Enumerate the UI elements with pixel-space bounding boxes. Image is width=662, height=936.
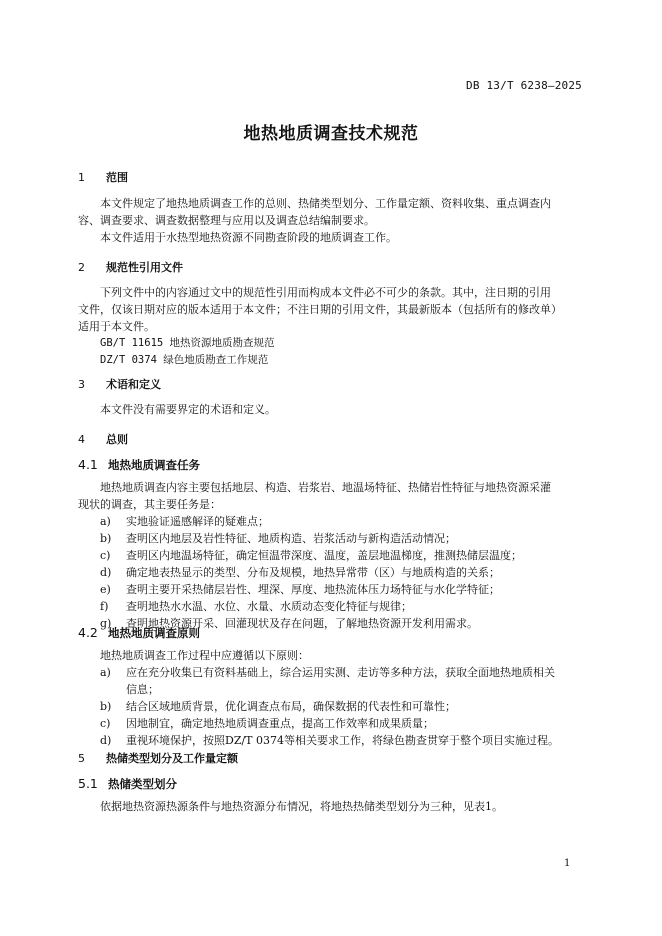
section-number: 1 xyxy=(78,171,85,184)
page-title: 地热地质调查技术规范 xyxy=(243,124,419,144)
list-text: 应在充分收集已有资料基础上，综合运用实测、走访等多种方法，获取全面地热地质相关 xyxy=(126,666,555,679)
document-code: DB 13/T 6238—2025 xyxy=(466,79,582,92)
list-item xyxy=(100,564,500,580)
subsection-heading-4-2 xyxy=(78,625,200,641)
list-label: c) xyxy=(100,549,111,562)
list-item xyxy=(100,664,555,680)
paragraph-line: 容、调查要求、调查数据整理与应用以及调查总结编制要求。 xyxy=(78,214,375,227)
list-text: 查明区内地温场特征，确定恒温带深度、温度，盖层地温梯度，推测热储层温度； xyxy=(126,549,522,562)
list-item xyxy=(100,698,456,714)
list-item xyxy=(100,513,269,529)
list-label: a) xyxy=(100,666,111,679)
subsection-title: 地热地质调查原则 xyxy=(108,626,200,640)
list-label: c) xyxy=(100,717,111,730)
paragraph-line: 适用于本文件。 xyxy=(78,320,155,333)
list-item xyxy=(100,530,456,546)
paragraph-line: 地热地质调查工作过程中应遵循以下原则： xyxy=(100,649,309,662)
list-item xyxy=(100,581,500,597)
section-title: 热储类型划分及工作量定额 xyxy=(106,752,238,765)
list-text: 因地制宜，确定地热地质调查重点，提高工作效率和成果质量； xyxy=(126,717,434,730)
paragraph-line: 本文件没有需要界定的术语和定义。 xyxy=(100,403,276,416)
section-title: 术语和定义 xyxy=(106,378,161,391)
section-title: 范围 xyxy=(106,171,128,184)
list-label: a) xyxy=(100,515,111,528)
section-number: 5 xyxy=(78,752,85,765)
section-heading-3 xyxy=(78,376,161,392)
paragraph-line: 地热地质调查内容主要包括地层、构造、岩浆岩、地温场特征、热储岩性特征与地热资源采灌 xyxy=(100,481,551,494)
section-number: 2 xyxy=(78,261,85,274)
section-heading-2 xyxy=(78,259,183,275)
list-item xyxy=(100,547,522,563)
subsection-heading-5-1 xyxy=(78,776,177,792)
subsection-number: 5.1 xyxy=(78,776,98,791)
subsection-title: 地热地质调查任务 xyxy=(108,458,200,472)
list-text: 实地验证遥感解译的疑难点； xyxy=(126,515,269,528)
section-number: 4 xyxy=(78,433,85,446)
list-label: g) xyxy=(100,617,112,630)
list-label: d) xyxy=(100,734,112,747)
section-heading-1 xyxy=(78,169,128,185)
list-text: 结合区域地质背景，优化调查点布局，确保数据的代表性和可靠性； xyxy=(126,700,456,713)
normative-reference: GB/T 11615 地热资源地质勘查规范 xyxy=(100,337,275,349)
section-title: 规范性引用文件 xyxy=(106,261,183,274)
list-item xyxy=(100,732,559,748)
list-label: f) xyxy=(100,600,109,613)
paragraph-line: 现状的调查，其主要任务是： xyxy=(78,498,221,511)
subsection-heading-4-1 xyxy=(78,457,200,473)
paragraph-line: 本文件适用于水热型地热资源不同勘查阶段的地质调查工作。 xyxy=(100,231,397,244)
subsection-number: 4.2 xyxy=(78,625,98,640)
section-heading-5 xyxy=(78,750,238,766)
paragraph-line: 文件，仅该日期对应的版本适用于本文件；不注日期的引用文件，其最新版本（包括所有的修改单） xyxy=(78,303,562,316)
subsection-title: 热储类型划分 xyxy=(108,777,177,791)
list-text: 重视环境保护，按照DZ/T 0374等相关要求工作，将绿色勘查贯穿于整个项目实施过程。 xyxy=(126,734,559,747)
list-item xyxy=(100,715,434,731)
paragraph-line: 本文件规定了地热地质调查工作的总则、热储类型划分、工作量定额、资料收集、重点调查内 xyxy=(100,197,551,210)
normative-reference: DZ/T 0374 绿色地质勘查工作规范 xyxy=(100,354,269,366)
list-label: e) xyxy=(100,583,111,596)
list-label: d) xyxy=(100,566,112,579)
section-heading-4 xyxy=(78,431,128,447)
list-text: 查明区内地层及岩性特征、地质构造、岩浆活动与新构造活动情况； xyxy=(126,532,456,545)
paragraph-line: 依据地热资源热源条件与地热资源分布情况，将地热热储类型划分为三种，见表1。 xyxy=(100,800,503,813)
list-text: 查明地热资源开采、回灌现状及存在问题，了解地热资源开发利用需求。 xyxy=(126,617,478,630)
list-label: b) xyxy=(100,532,112,545)
list-text: 查明主要开采热储层岩性、埋深、厚度、地热流体压力场特征与水化学特征； xyxy=(126,583,500,596)
list-item xyxy=(100,598,412,614)
list-label: b) xyxy=(100,700,112,713)
section-number: 3 xyxy=(78,378,85,391)
list-item-continuation: 信息； xyxy=(126,683,159,696)
paragraph-line: 下列文件中的内容通过文中的规范性引用而构成本文件必不可少的条款。其中，注日期的引用 xyxy=(100,286,551,299)
page-number: 1 xyxy=(564,858,571,869)
list-text: 确定地表热显示的类型、分布及规模，地热异常带（区）与地质构造的关系； xyxy=(126,566,500,579)
section-title: 总则 xyxy=(106,433,128,446)
subsection-number: 4.1 xyxy=(78,457,98,472)
list-text: 查明地热水水温、水位、水量、水质动态变化特征与规律； xyxy=(126,600,412,613)
